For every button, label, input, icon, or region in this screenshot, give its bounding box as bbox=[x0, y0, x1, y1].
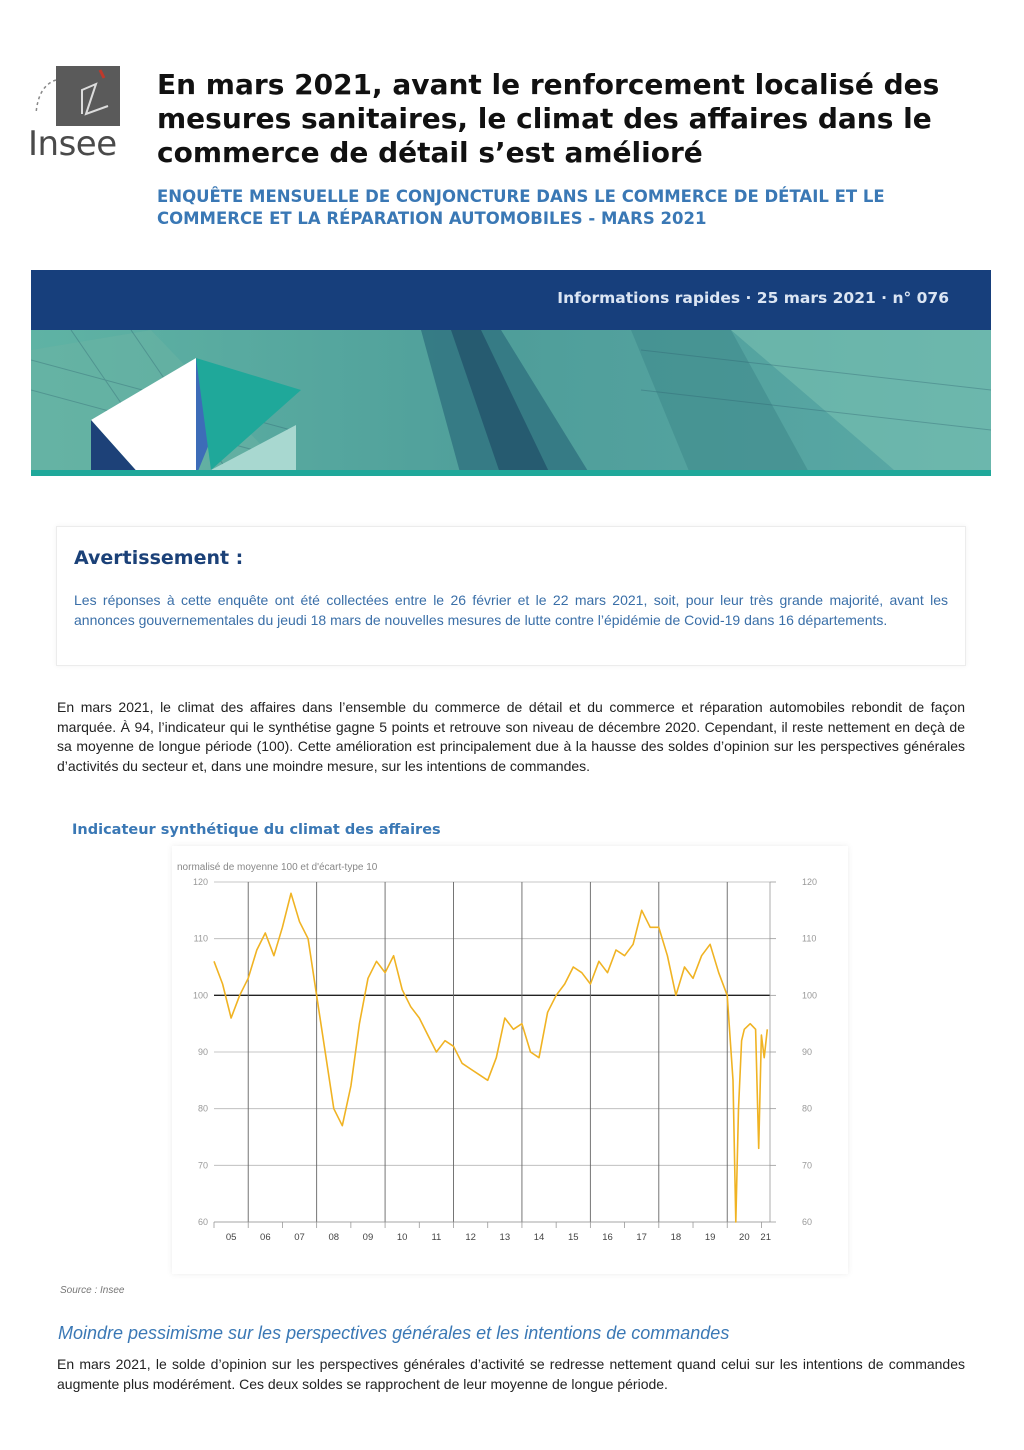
banner-header bbox=[31, 270, 991, 330]
x-tick-label: 13 bbox=[499, 1232, 511, 1243]
x-tick-label: 19 bbox=[704, 1232, 716, 1243]
insee-logo bbox=[28, 66, 128, 162]
x-tick-label: 14 bbox=[533, 1232, 545, 1243]
y-tick-label-right: 70 bbox=[802, 1160, 813, 1171]
logo-arc-icon bbox=[34, 76, 60, 116]
logo-mark bbox=[56, 66, 120, 126]
x-tick-label: 06 bbox=[260, 1232, 271, 1243]
y-tick-label-left: 100 bbox=[192, 990, 208, 1001]
intro-paragraph: En mars 2021, le climat des affaires dans l’ensemble du commerce de détail et du commerce et réparation automobiles rebondit de façon marquée. À 94, l’indicateur qui le synthétise gagne 5 points et retrouve son niveau de décembre 2020. Cependant, il reste nettement en deçà de sa moyenne de longue période (100). Cette amélioration est principalement due à la hausse des soldes d’opinion sur les perspectives générales d’activités du secteur et, dans une moindre mesure, sur les intentions de commandes. bbox=[57, 699, 965, 774]
page-title: En mars 2021, avant le renforcement localisé des mesures sanitaires, le climat des affaires dans le commerce de détail s’est amélioré bbox=[157, 68, 940, 169]
x-tick-label: 07 bbox=[294, 1232, 305, 1243]
x-tick-label: 16 bbox=[602, 1232, 613, 1243]
y-tick-label-left: 110 bbox=[193, 933, 208, 944]
x-tick-label: 15 bbox=[567, 1232, 579, 1243]
body-paragraph: En mars 2021, le solde d’opinion sur les perspectives générales d’activité se redresse nettement quand celui sur les intentions de commandes augmente plus modérément. Ces deux soldes se rapprochent de leur moyenne de longue période. bbox=[57, 1356, 965, 1392]
y-tick-label-left: 120 bbox=[192, 877, 208, 887]
y-tick-label-right: 100 bbox=[802, 990, 818, 1001]
y-tick-label-right: 80 bbox=[802, 1103, 813, 1114]
chart-subtitle: normalisé de moyenne 100 et d'écart-type 10 bbox=[177, 862, 378, 873]
x-tick-label: 12 bbox=[465, 1232, 476, 1243]
y-tick-label-left: 80 bbox=[197, 1103, 208, 1114]
series-line bbox=[214, 893, 767, 1222]
y-tick-label-left: 60 bbox=[197, 1217, 208, 1227]
warning-box bbox=[56, 526, 966, 666]
logo-mark-icon bbox=[56, 66, 120, 126]
x-tick-label: 10 bbox=[396, 1232, 408, 1243]
x-tick-label: 18 bbox=[670, 1232, 682, 1243]
y-tick-label-right: 110 bbox=[802, 933, 817, 944]
x-tick-label: 21 bbox=[760, 1232, 772, 1243]
y-tick-label-right: 90 bbox=[802, 1047, 813, 1057]
x-tick-label: 09 bbox=[362, 1232, 374, 1243]
y-tick-label-right: 120 bbox=[802, 877, 818, 887]
y-tick-label-left: 70 bbox=[197, 1160, 208, 1171]
chart-source: Source : Insee bbox=[60, 1285, 125, 1296]
page-subtitle: ENQUÊTE MENSUELLE DE CONJONCTURE DANS LE COMMERCE DE DÉTAIL ET LE COMMERCE ET LA RÉPARATION AUTOMOBILES - MARS 2021 bbox=[157, 187, 885, 228]
x-tick-label: 17 bbox=[636, 1232, 647, 1243]
business-climate-chart bbox=[172, 846, 848, 1274]
banner-label: Informations rapides · 25 mars 2021 · n° 076 bbox=[557, 289, 949, 307]
x-tick-label: 05 bbox=[225, 1232, 237, 1243]
y-tick-label-left: 90 bbox=[197, 1047, 208, 1057]
y-tick-label-right: 60 bbox=[802, 1217, 813, 1227]
x-tick-label: 20 bbox=[739, 1232, 750, 1243]
x-tick-label: 11 bbox=[431, 1232, 442, 1243]
banner-image bbox=[31, 330, 991, 476]
warning-text: Les réponses à cette enquête ont été collectées entre le 26 février et le 22 mars 2021, soit, pour leur très grande majorité, avant les annonces gouvernementales du jeudi 18 mars de nouvelles mesures de lutte contre l’épidémie de Covid-19 dans 16 départements. bbox=[74, 592, 948, 628]
logo-word: Insee bbox=[28, 124, 117, 164]
x-tick-label: 08 bbox=[328, 1232, 340, 1243]
chart-container bbox=[172, 846, 848, 1274]
section-title: Moindre pessimisme sur les perspectives générales et les intentions de commandes bbox=[58, 1323, 730, 1343]
chart-title: Indicateur synthétique du climat des affaires bbox=[72, 822, 441, 838]
warning-title: Avertissement : bbox=[74, 547, 244, 569]
